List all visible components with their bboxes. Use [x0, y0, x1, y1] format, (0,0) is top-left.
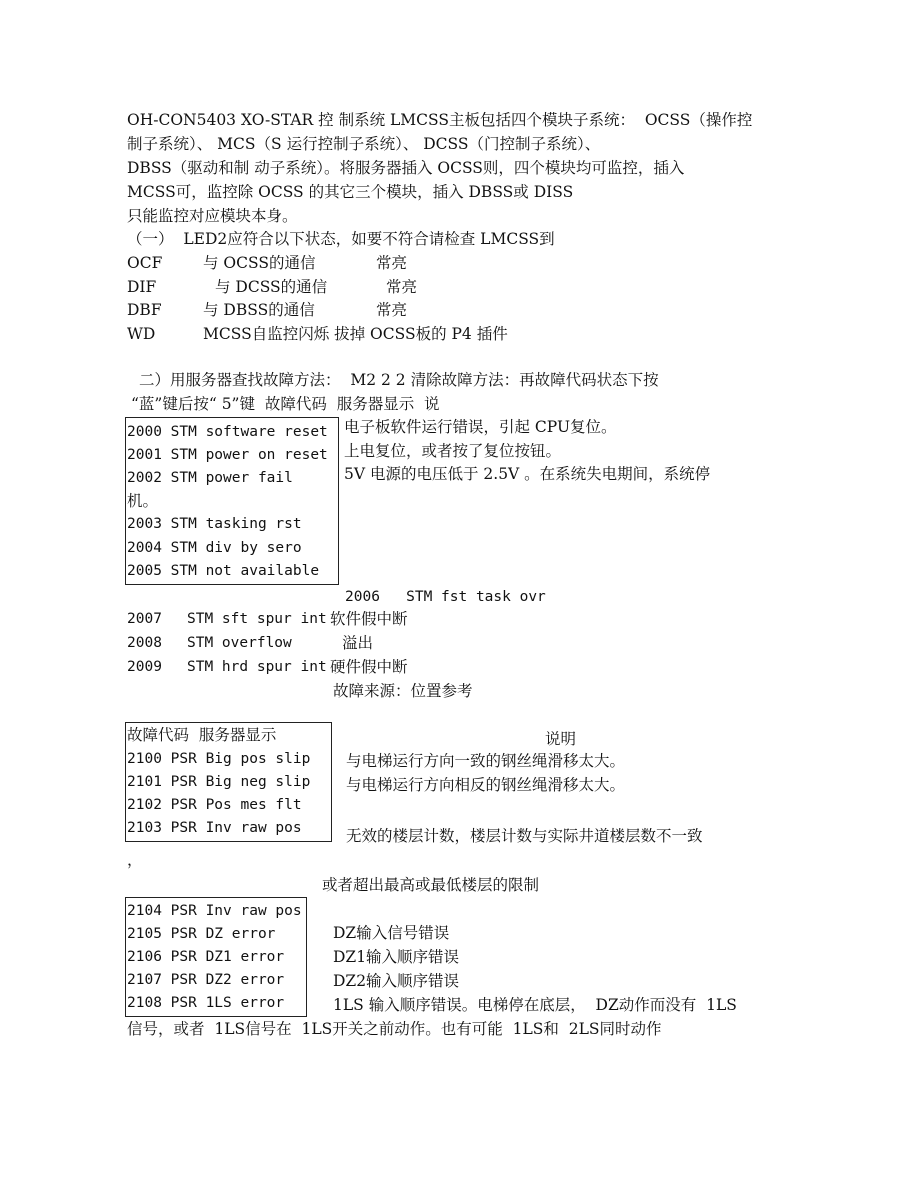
- stm-desc: 上电复位，或者按了复位按钮。: [344, 442, 562, 460]
- led-code: DBF: [127, 301, 162, 319]
- psr-desc: DZ1输入顺序错误: [333, 948, 460, 966]
- stm-row: 2003 STM tasking rst: [127, 516, 302, 532]
- stm-code-box: [125, 417, 339, 585]
- psr-desc: DZ2输入顺序错误: [333, 972, 460, 990]
- stm-text: STM hrd spur int: [187, 659, 327, 675]
- stm-code: 2008: [127, 635, 162, 651]
- psr-last-line: 信号，或者 1LS信号在 1LS开关之前动作。也有可能 1LS和 2LS同时动作: [127, 1020, 662, 1038]
- psr-desc: 与电梯运行方向一致的钢丝绳滑移太大。: [346, 752, 626, 770]
- intro-line-4: MCSS可，监控除 OCSS 的其它三个模块，插入 DBSS或 DISS: [127, 183, 574, 201]
- led-desc: 与 DCSS的通信: [215, 278, 328, 296]
- stm-text: STM sft spur int: [187, 611, 327, 627]
- psr-row: 2105 PSR DZ error: [127, 926, 276, 942]
- intro-line-2: 制子系统）、 MCS（S 运行控制子系统）、 DCSS（门控制子系统）、: [127, 135, 601, 153]
- intro-line-3: DBSS（驱动和制 动子系统）。将服务器插入 OCSS则，四个模块均可监控，插入: [127, 159, 685, 177]
- psr-row: 2103 PSR Inv raw pos: [127, 820, 302, 836]
- stm-row: 2001 STM power on reset: [127, 447, 328, 463]
- stm-row: 2000 STM software reset: [127, 424, 328, 440]
- intro-line-5: 只能监控对应模块本身。: [127, 207, 298, 225]
- psr-table-header: 故障代码 服务器显示: [127, 726, 277, 744]
- psr-code-box-2: [125, 897, 307, 1017]
- psr-row: 2108 PSR 1LS error: [127, 995, 285, 1011]
- psr-row: 2107 PSR DZ2 error: [127, 972, 285, 988]
- stm-row: 2002 STM power fail: [127, 470, 293, 486]
- stm-code: 2007: [127, 611, 162, 627]
- led-desc: 与 DBSS的通信: [203, 301, 315, 319]
- psr-limit: 或者超出最高或最低楼层的限制: [322, 876, 540, 894]
- psr-desc: DZ输入信号错误: [333, 924, 450, 942]
- psr-row: 2102 PSR Pos mes flt: [127, 797, 302, 813]
- stm-row-desc: 软件假中断: [330, 610, 408, 628]
- psr-desc: 与电梯运行方向相反的钢丝绳滑移太大。: [346, 776, 626, 794]
- led-desc: 与 OCSS的通信: [203, 254, 316, 272]
- stm-text: STM overflow: [187, 635, 292, 651]
- led-state: 常亮: [376, 301, 408, 319]
- led-code: DIF: [127, 278, 157, 296]
- psr-comma: ，: [127, 851, 143, 869]
- psr-row: 2100 PSR Big pos slip: [127, 751, 311, 767]
- stm-row-desc: 溢出: [342, 634, 374, 652]
- psr-desc: 无效的楼层计数，楼层计数与实际井道楼层数不一致: [346, 827, 703, 845]
- section2-line-2: “蓝”键后按“ 5”键 故障代码 服务器显示 说: [131, 395, 440, 413]
- stm-code: 2009: [127, 659, 162, 675]
- psr-row: 2101 PSR Big neg slip: [127, 774, 311, 790]
- stm-desc: 电子板软件运行错误，引起 CPU复位。: [344, 418, 617, 436]
- psr-explain-header: 说明: [545, 730, 577, 748]
- led-code: WD: [127, 325, 156, 343]
- psr-desc: 1LS 输入顺序错误。电梯停在底层， DZ动作而没有 1LS: [333, 996, 737, 1014]
- psr-code-box-1: [125, 722, 332, 842]
- led-state: 常亮: [376, 254, 408, 272]
- section2-line-1: 二）用服务器查找故障方法： M2 2 2 清除故障方法：再故障代码状态下按: [139, 371, 659, 389]
- intro-line-1: OH-CON5403 XO-STAR 控 制系统 LMCSS主板包括四个模块子系统： OCSS（操作控: [127, 111, 753, 129]
- stm-row: 机。: [127, 492, 159, 510]
- psr-row: 2104 PSR Inv raw pos: [127, 903, 302, 919]
- stm-footer: 故障来源：位置参考: [333, 682, 473, 700]
- psr-row: 2106 PSR DZ1 error: [127, 949, 285, 965]
- led-state: 常亮: [386, 278, 418, 296]
- stm-row-desc: 硬件假中断: [330, 658, 408, 676]
- stm-desc: 5V 电源的电压低于 2.5V 。在系统失电期间，系统停: [344, 465, 711, 483]
- stm-row: 2005 STM not available: [127, 563, 320, 579]
- stm-2006-line: 2006 STM fst task ovr: [345, 589, 546, 605]
- led-desc: MCSS自监控闪烁 拔掉 OCSS板的 P4 插件: [203, 325, 508, 343]
- led-code: OCF: [127, 254, 163, 272]
- led-heading: （一） LED2应符合以下状态，如要不符合请检查 LMCSS到: [127, 230, 555, 248]
- stm-row: 2004 STM div by sero: [127, 540, 302, 556]
